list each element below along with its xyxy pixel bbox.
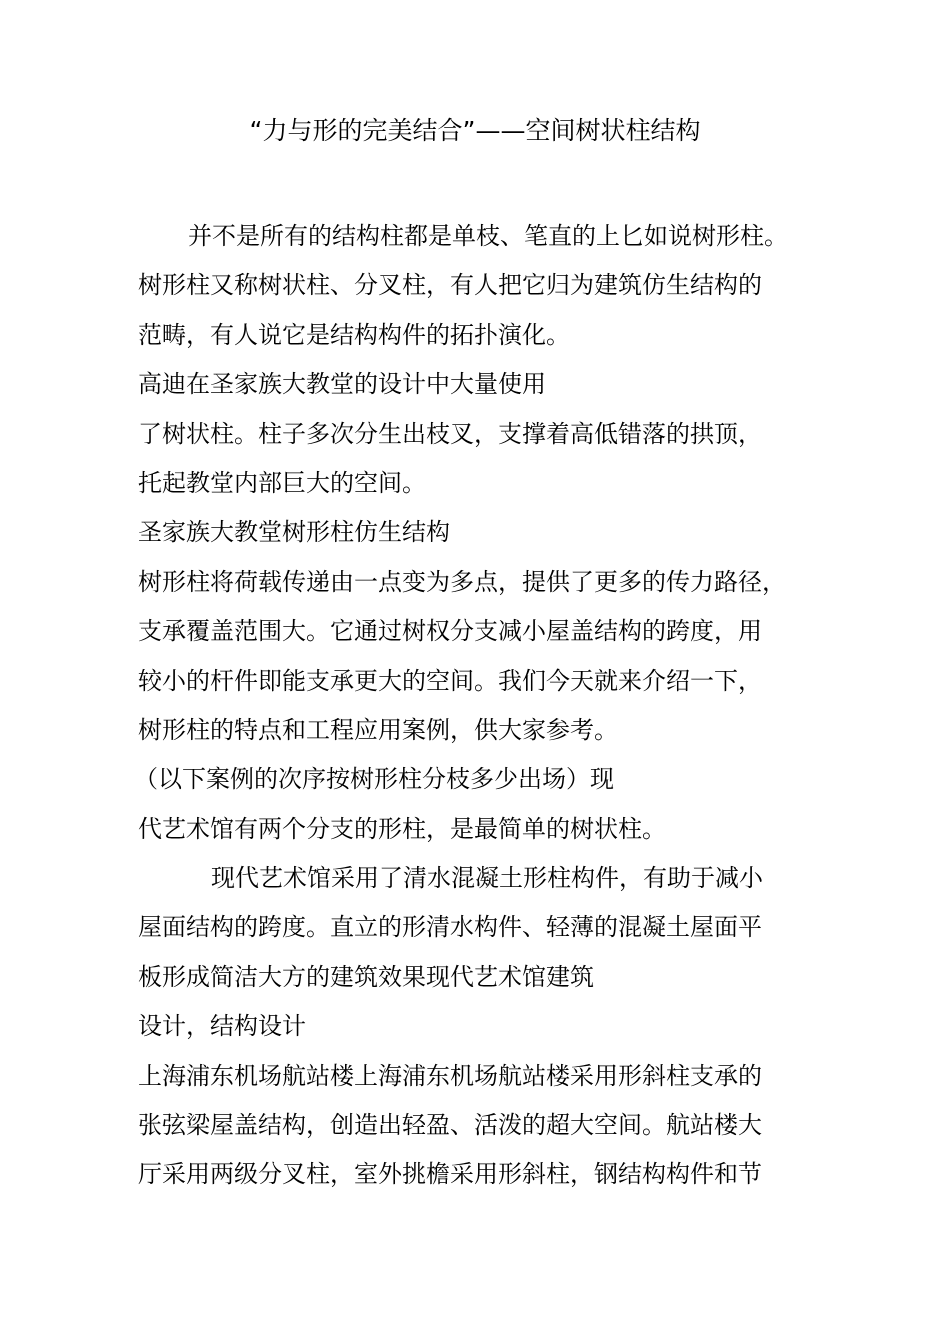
text-line: 高迪在圣家族大教堂的设计中大量使用 xyxy=(138,370,546,399)
document-title: “力与形的完美结合”——空间树状柱结构 xyxy=(249,116,701,145)
text-line: 范畴，有人说它是结构构件的拓扑演化。 xyxy=(138,320,570,349)
text-line: （以下案例的次序按树形柱分枝多少出场）现 xyxy=(134,765,614,794)
text-line: 树形柱的特点和工程应用案例，供大家参考。 xyxy=(138,715,618,744)
text-line: 屋面结构的跨度。直立的形清水构件、轻薄的混凝土屋面平 xyxy=(138,913,762,942)
text-line: 上海浦东机场航站楼上海浦东机场航站楼采用形斜柱支承的 xyxy=(138,1061,762,1090)
text-line: 设计，结构设计 xyxy=(138,1012,306,1041)
text-line: 支承覆盖范围大。它通过树权分支减小屋盖结构的跨度，用 xyxy=(138,617,762,646)
document-body xyxy=(134,212,838,1200)
text-line: 了树状柱。柱子多次分生出枝叉，支撑着高低错落的拱顶， xyxy=(138,419,762,448)
text-line: 圣家族大教堂树形柱仿生结构 xyxy=(138,518,450,547)
text-line: 张弦梁屋盖结构，创造出轻盈、活泼的超大空间。航站楼大 xyxy=(138,1111,762,1140)
text-line: 代艺术馆有两个分支的形柱，是最简单的树状柱。 xyxy=(138,814,666,843)
text-line: 并不是所有的结构柱都是单枝、笔直的上匕如说树形柱。 xyxy=(188,222,788,250)
text-line: 树形柱又称树状柱、分叉柱，有人把它归为建筑仿生结构的 xyxy=(138,271,762,300)
text-line: 托起教堂内部巨大的空间。 xyxy=(138,468,426,497)
text-line: 厅采用两级分叉柱，室外挑檐采用形斜柱，钢结构构件和节 xyxy=(138,1160,762,1189)
text-line: 现代艺术馆采用了清水混凝土形柱构件，有助于减小 xyxy=(211,864,763,893)
text-line: 板形成简洁大方的建筑效果现代艺术馆建筑 xyxy=(138,962,594,991)
text-line: 较小的杆件即能支承更大的空间。我们今天就来介绍一下， xyxy=(138,666,762,695)
text-line: 树形柱将荷载传递由一点变为多点，提供了更多的传力路径， xyxy=(138,567,786,596)
